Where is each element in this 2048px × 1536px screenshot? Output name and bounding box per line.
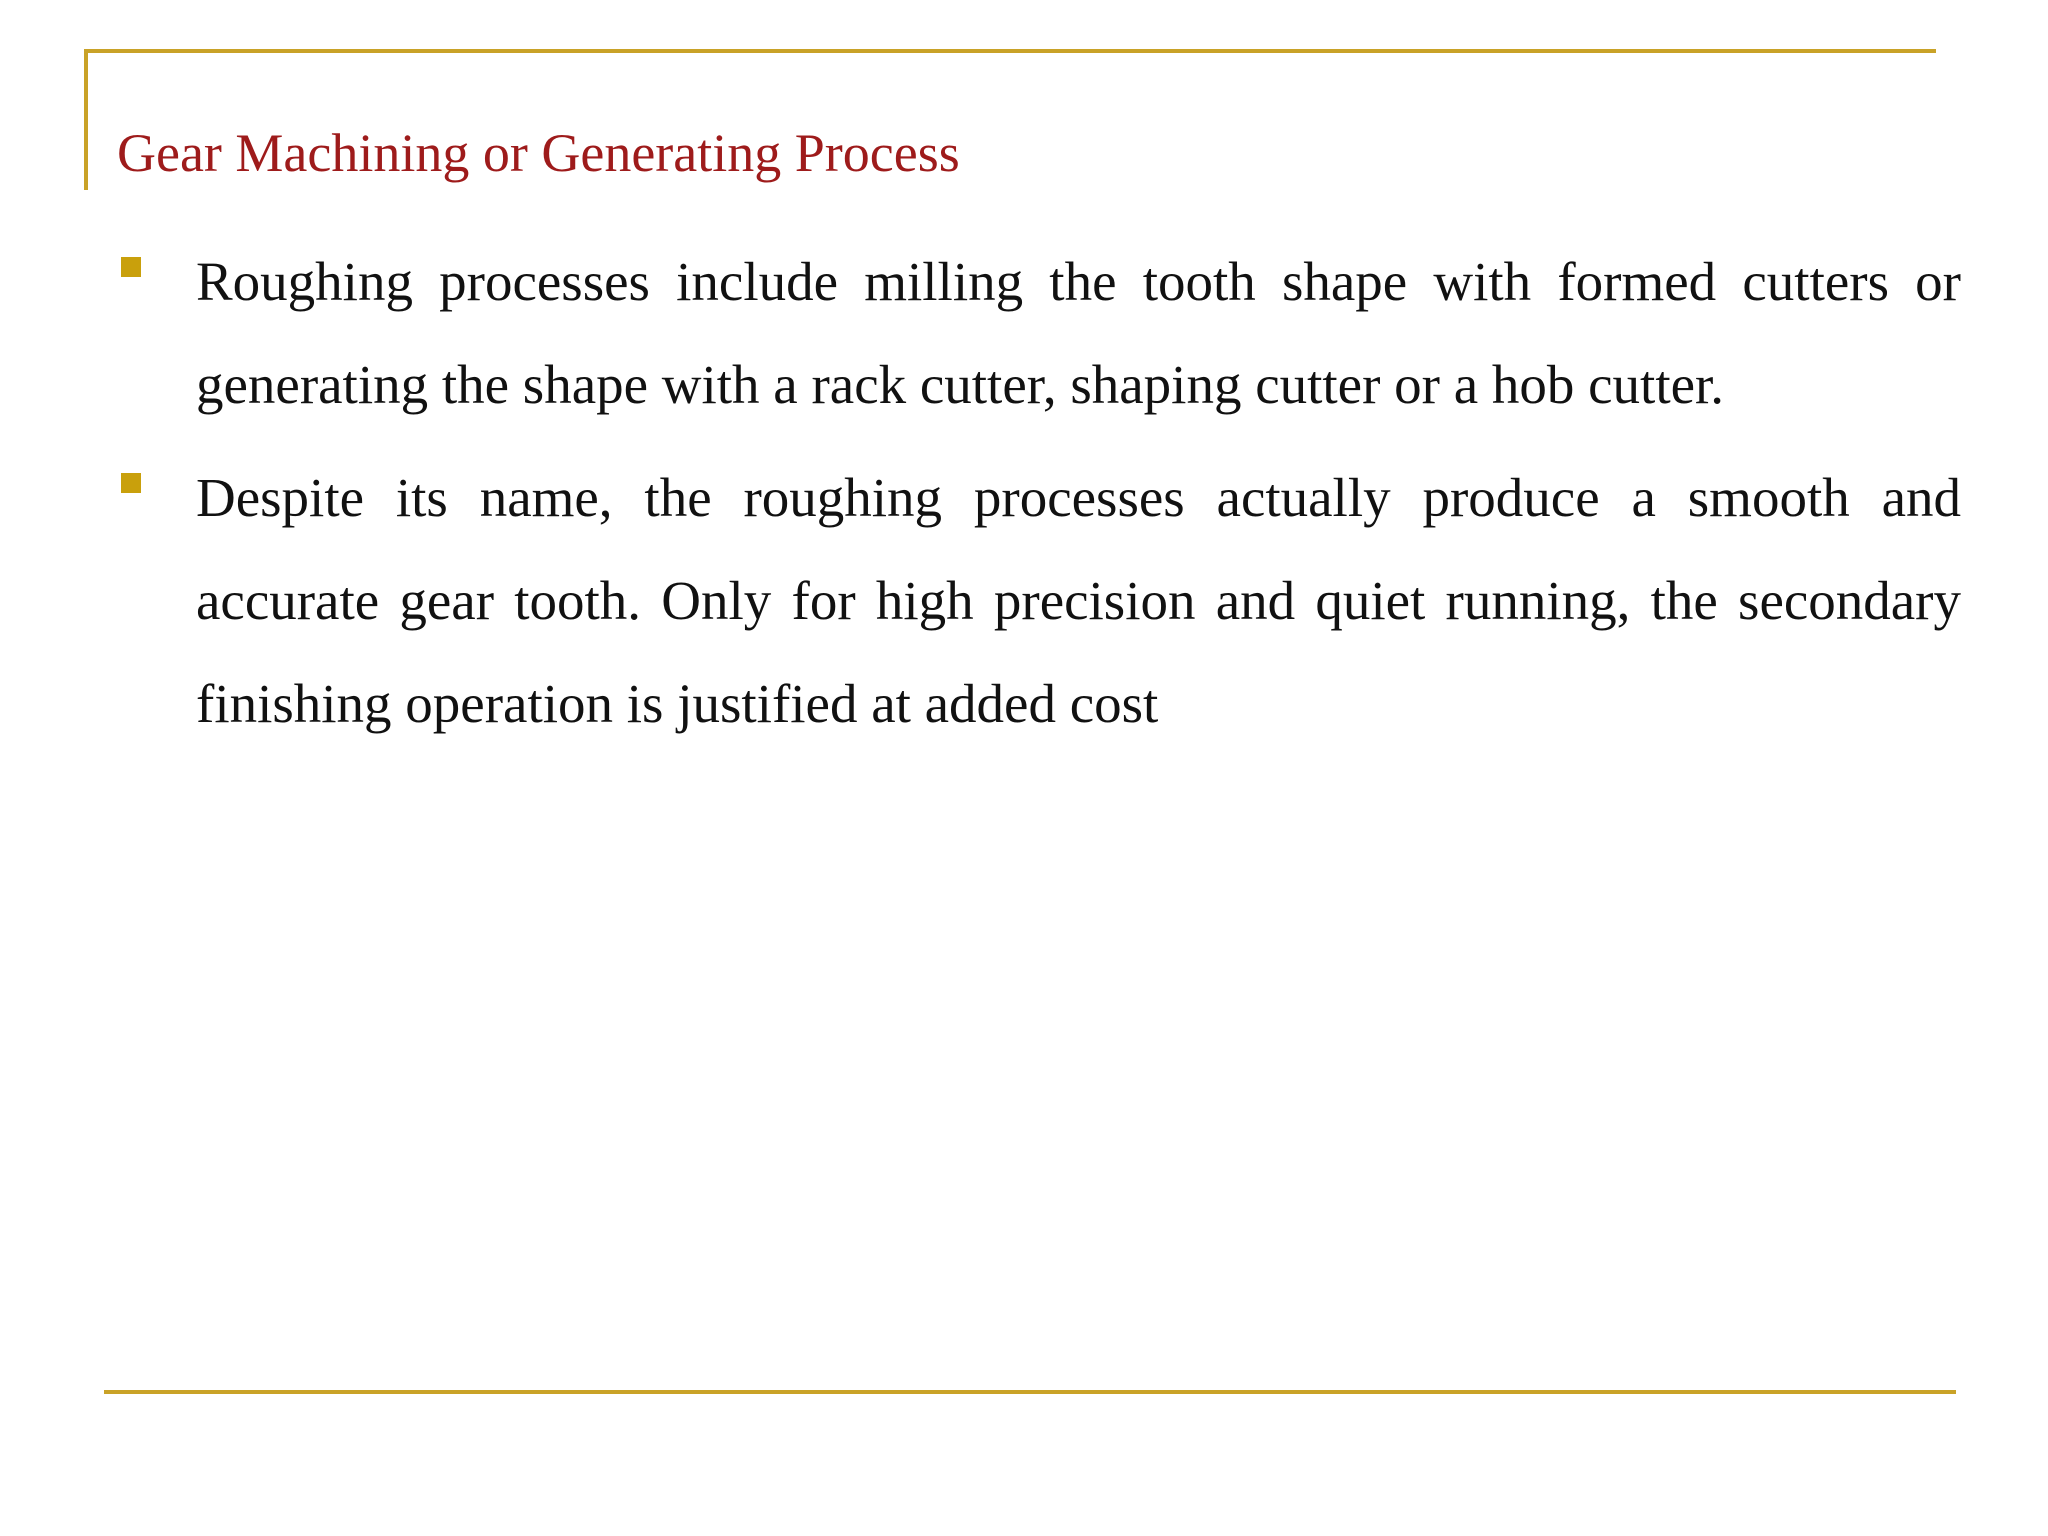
bullet-list [119,230,1961,765]
bullet-item-despite [119,446,1961,755]
slide-title: Gear Machining or Generating Process [117,123,960,183]
left-rule [84,49,88,190]
bottom-rule [104,1390,1956,1394]
square-bullet-icon [121,473,141,493]
bullet-text: Despite its name, the roughing processes actually produce a smooth and accurate gear tooth. Only for high precision and quiet running, the secondary finishing operation is justified at added cost [196,467,1961,734]
top-rule [84,49,1936,53]
bullet-text: Roughing processes include milling the tooth shape with formed cutters or generating the shape with a rack cutter, shaping cutter or a hob cutter. [196,251,1961,415]
square-bullet-icon [121,257,141,277]
bullet-item-roughing [119,230,1961,436]
